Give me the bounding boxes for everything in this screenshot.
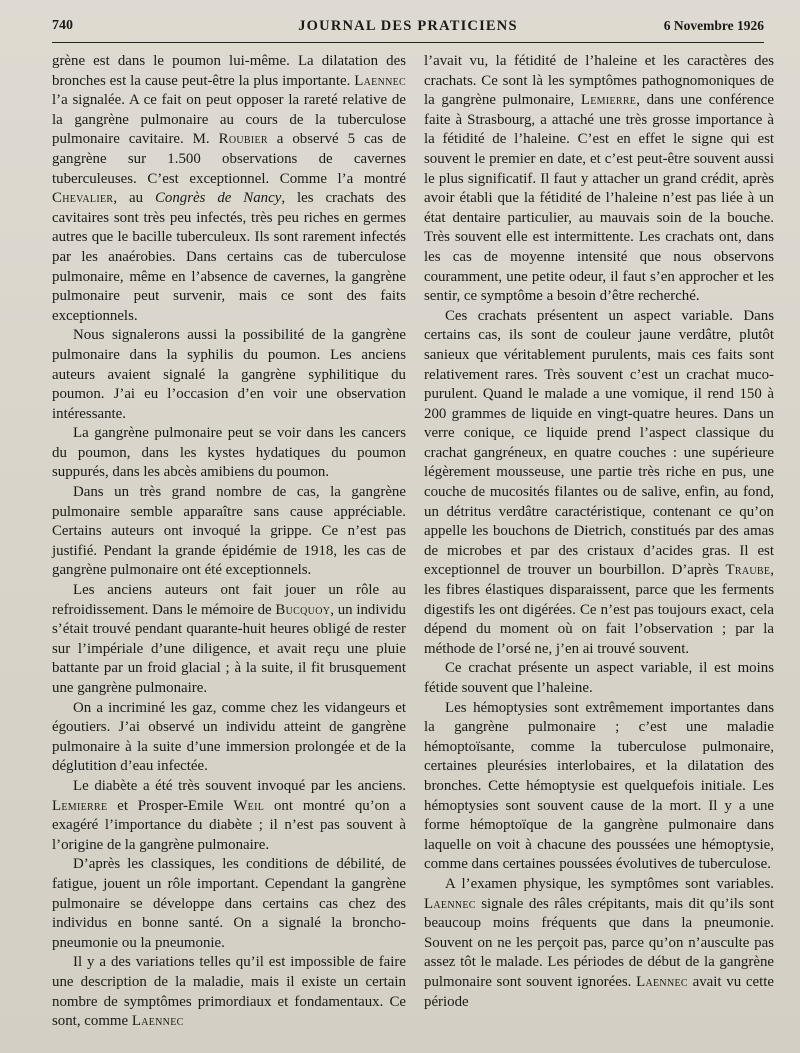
author-name: Laennec [636, 973, 688, 990]
paragraph [424, 52, 774, 307]
paragraph [52, 777, 406, 855]
paragraph [52, 326, 406, 424]
text-run: l’a signalée. A ce fait on peut opposer la rareté relative de la gangrène pulmonaire au cours de la tuberculose pulmonaire cavitaire. M. [52, 92, 406, 148]
text-run: ont montré qu’on a exagéré l’importance du diabète ; il n’est pas souvent à l’origine de la gangrène pulmonaire. [52, 797, 406, 853]
paragraph [52, 699, 406, 777]
text-run: On a incriminé les gaz, comme chez les vidangeurs et égoutiers. J’ai observé un individu atteint de gangrène pulmonaire à la suite d’une immersion prolongée et de la déglutition d’eau infectée. [52, 699, 406, 775]
paragraph [52, 855, 406, 953]
paragraph [52, 483, 406, 581]
text-run: , les fibres élastiques disparaissent, parce que les ferments digestifs les ont digérées. Ce n’est pas toujours exact, cela dépend du moment où on fait l’observation ; par la méthode de l’orsé ne, j’en ai trouvé souvent. [424, 562, 774, 657]
author-name: Traube [725, 562, 771, 579]
text-run: avait vu cette période [424, 973, 774, 1010]
text-run: grène est dans le poumon lui-même. La dilatation des bronches est la cause peut-être la plus importante. [52, 53, 406, 89]
italic-text: Congrès de Nancy [154, 190, 282, 207]
text-run: A l’examen physique, les symptômes sont variables. [445, 875, 774, 892]
issue-date: 6 Novembre 1926 [663, 18, 764, 33]
running-header [52, 14, 764, 40]
paragraph [52, 424, 406, 483]
text-run: Ces crachats présentent un aspect variable. Dans certains cas, ils sont de couleur jaune verdâtre, plutôt sanieux que véritablement purulents, mais ces faits sont relativement rares. Très souvent c’est un crachat muco-purulent. Quand le malade a une vomique, il rend 150 à 200 grammes de liquide en vingt-quatre heures. Dans un verre conique, ce liquide prend l’aspect classique du crachat gangréneux, en quatre couches : une supérieure légèrement mousseuse, une partie très riche en pus, une couche de mucosités filantes ou de salive, enfin, au fond, un détritus verdâtre caractéristique, contenant ce qu’on appelle les bouchons de Dietrich, constitués par des amas de microbes et par des cristaux d’acides gras. Il est exceptionnel de trouver un bourbillon. D’après [424, 307, 774, 579]
text-run: La gangrène pulmonaire peut se voir dans les cancers du poumon, dans les kystes hydatiques du poumon suppurés, dans les abcès amibiens du poumon. [52, 425, 406, 481]
author-name: Chevalier [52, 190, 114, 207]
text-run: Il y a des variations telles qu’il est impossible de faire une description de la maladie, mais il existe un certain nombre de symptômes primordiaux et fondamentaux. Ce sont, comme [52, 954, 406, 1030]
paragraph [424, 699, 774, 875]
author-name: Laennec [354, 72, 406, 89]
text-run: a observé 5 cas de gangrène sur 1.500 observations de cavernes tuberculeuses. C’est exceptionnel. Comme l’a montré [52, 131, 407, 187]
right-column [424, 52, 774, 1012]
text-run: Les anciens auteurs ont fait jouer un rôle au refroidissement. Dans le mémoire de [52, 582, 406, 618]
text-run: , dans une conférence faite à Strasbourg, a attaché une très grosse importance à la fétidité de l’haleine. C’est en effet le signe qui est souvent le premier en date, et c’est peut-être souvent aussi le plus significatif. Il faut y attacher un grand crédit, après avoir établi que la fétidité de l’haleine n’est pas liée à un état dentaire particulier, au mauvais soin de la bouche. Très souvent elle est intermittente. Les crachats ont, dans les cas de moyenne intensité que nous observons couramment, une petite odeur, il faut s’en approcher et les sentir, ce symptôme a besoin d’être recherché. [424, 92, 774, 305]
paragraph [424, 307, 774, 660]
paragraph [52, 52, 406, 326]
text-run: , un individu s’était trouvé pendant quarante-huit heures obligé de rester sur l’impériale d’une diligence, et avait reçu une pluie battante par un froid glacial ; à la suite, il fit brusquement une gangrène pulmonaire. [52, 601, 406, 696]
text-run: , au [113, 190, 155, 207]
text-run: Dans un très grand nombre de cas, la gangrène pulmonaire semble apparaître sans cause appréciable. Certains auteurs ont invoqué la grippe. Ce n’est pas justifié. Pendant la grande épidémie de 1918, les cas de gangrène pulmonaire ont été exceptionnels. [52, 484, 406, 579]
paragraph [52, 953, 406, 1031]
author-name: Lemierre [580, 92, 637, 109]
author-name: Roubier [218, 131, 268, 148]
paragraph [424, 875, 774, 1012]
journal-title: JOURNAL DES PRATICIENS [298, 18, 518, 34]
text-run: Nous signalerons aussi la possibilité de la gangrène pulmonaire dans la syphilis du poumon. Les anciens auteurs avaient signalé la gangrène syphilitique du poumon. J’ai eu l’occasion d’en voir une observation intéressante. [52, 327, 406, 422]
page-number: 740 [52, 18, 73, 33]
text-run: Les hémoptysies sont extrêmement importantes dans la gangrène pulmonaire ; c’est une maladie hémoptoïsante, comme la tuberculose pulmonaire, certaines pleurésies interlobaires, et la dilatation des bronches. Cette hémoptysie est quelquefois initiale. Les hémoptysies sont souvent cause de la mort. Il y a une forme hémoptoïque de la gangrène pulmonaire dans laquelle on voit à chacune des poussées une hémoptysie, comme dans certaines poussées évolutives de tuberculose. [424, 699, 774, 873]
author-name: Bucquoy [275, 601, 331, 618]
left-column [52, 52, 406, 1032]
paragraph [424, 659, 774, 698]
author-name: Weil [233, 797, 265, 814]
author-name: Laennec [131, 1013, 184, 1030]
text-run: D’après les classiques, les conditions de débilité, de fatigue, jouent un rôle important. Cependant la gangrène pulmonaire se développe dans certains cas chez des individus en bonne santé. On a signalé la broncho-pneumonie ou la pneumonie. [52, 856, 406, 951]
text-run: Le diabète a été très souvent invoqué par les anciens. [73, 777, 406, 794]
text-run: signale des râles crépitants, mais dit qu’ils sont beaucoup moins fréquents que dans la pneumonie. Souvent on ne les perçoit pas, parce qu’on n’ausculte pas assez tôt le malade. Les périodes de début de la gangrène pulmonaire sont souvent ignorées. [424, 895, 774, 990]
author-name: Lemierre [52, 797, 108, 814]
header-rule [52, 42, 764, 43]
text-run: l’avait vu, la fétidité de l’haleine et les caractères des crachats. Ce sont là les symptômes pathognomoniques de la gangrène pulmonaire, [424, 53, 774, 109]
text-run: et Prosper-Emile [107, 797, 234, 814]
text-run: , les crachats des cavitaires sont très peu infectés, très peu riches en germes autres que le bacille tuberculeux. Ils sont rarement infectés par les anaérobies. Dans certains cas de tuberculose pulmonaire, même en l’absence de cavernes, la gangrène pulmonaire peut survenir, mais ce sont des faits exceptionnels. [52, 190, 406, 324]
text-run: Ce crachat présente un aspect variable, il est moins fétide souvent que l’haleine. [424, 660, 774, 696]
author-name: Laennec [424, 895, 476, 912]
paragraph [52, 581, 406, 699]
